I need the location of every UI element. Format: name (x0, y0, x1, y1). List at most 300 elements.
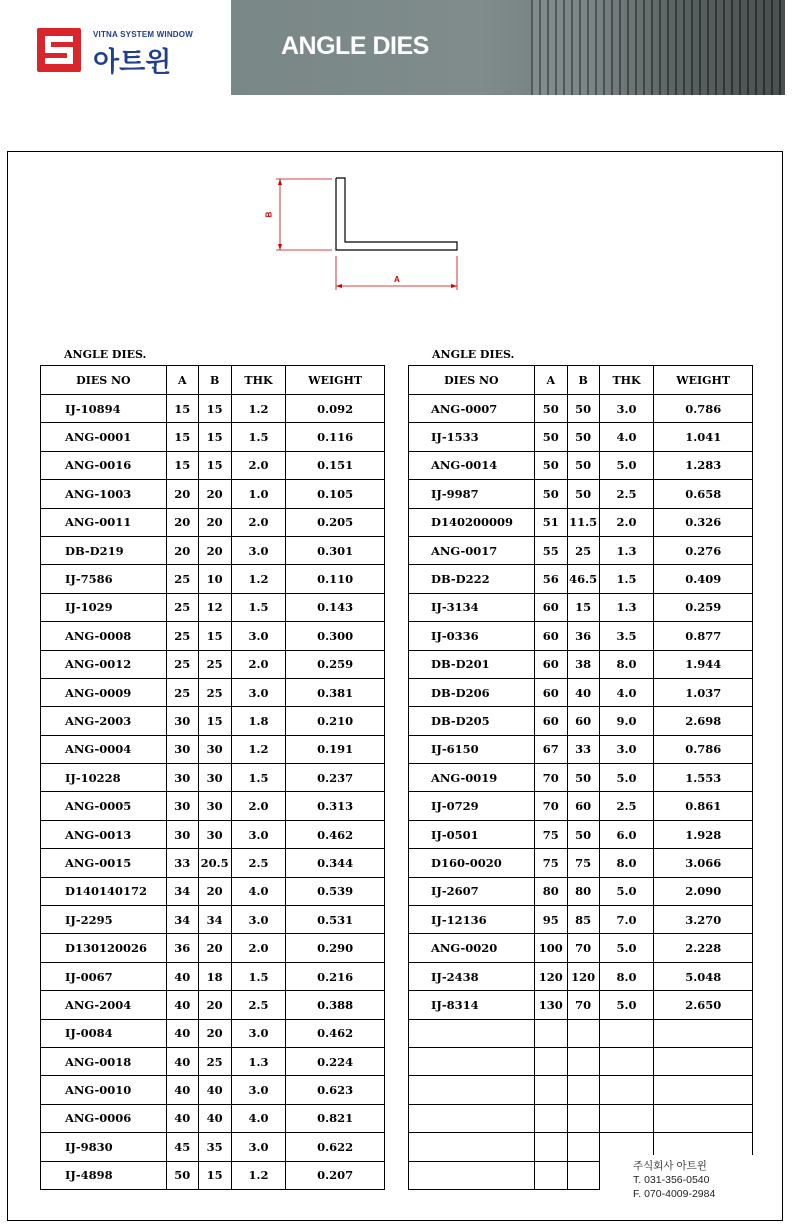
table-row (409, 1019, 753, 1047)
thk-cell: 3.0 (599, 395, 654, 423)
col-header-weight: WEIGHT (654, 366, 753, 395)
thk-cell: 1.5 (231, 962, 286, 990)
company-tel: T. 031-356-0540 (633, 1174, 710, 1186)
col-header-thk: THK (231, 366, 286, 395)
weight-cell: 0.224 (286, 1047, 385, 1075)
weight-cell (654, 1019, 753, 1047)
col-header-thk: THK (599, 366, 654, 395)
b-cell: 36 (567, 622, 599, 650)
b-cell: 15 (198, 1161, 231, 1189)
weight-cell: 0.462 (286, 1019, 385, 1047)
thk-cell: 1.5 (231, 593, 286, 621)
weight-cell: 0.786 (654, 735, 753, 763)
dies-no-cell (409, 1076, 535, 1104)
company-fax: F. 070-4009-2984 (633, 1188, 716, 1200)
b-cell: 50 (567, 423, 599, 451)
brand-name: 아트윈 (93, 47, 172, 77)
b-cell (567, 1019, 599, 1047)
dies-no-cell: IJ-10894 (41, 395, 167, 423)
table-row (409, 764, 753, 792)
table-row (409, 934, 753, 962)
table-row (41, 1076, 385, 1104)
weight-cell: 1.041 (654, 423, 753, 451)
dies-no-cell: ANG-0007 (409, 395, 535, 423)
a-cell: 45 (166, 1133, 198, 1161)
a-cell: 100 (534, 934, 567, 962)
thk-cell (599, 1076, 654, 1104)
table-row (41, 1019, 385, 1047)
b-cell: 20 (198, 1019, 231, 1047)
a-cell: 70 (534, 764, 567, 792)
table-row (409, 820, 753, 848)
weight-cell: 0.388 (286, 991, 385, 1019)
thk-cell: 3.0 (231, 678, 286, 706)
a-cell: 25 (166, 622, 198, 650)
a-cell: 30 (166, 764, 198, 792)
b-cell: 38 (567, 650, 599, 678)
weight-cell: 2.228 (654, 934, 753, 962)
b-cell: 20 (198, 536, 231, 564)
a-cell (534, 1019, 567, 1047)
b-cell: 25 (198, 650, 231, 678)
a-cell: 25 (166, 678, 198, 706)
table-row (41, 707, 385, 735)
dies-no-cell: ANG-1003 (41, 480, 167, 508)
dies-no-cell (409, 1047, 535, 1075)
page-title: ANGLE DIES (281, 32, 429, 60)
b-cell (567, 1104, 599, 1132)
a-cell: 33 (166, 849, 198, 877)
thk-cell: 1.2 (231, 735, 286, 763)
header-banner (7, 0, 785, 95)
a-cell: 40 (166, 1047, 198, 1075)
a-cell: 15 (166, 423, 198, 451)
thk-cell: 7.0 (599, 906, 654, 934)
table-row (41, 451, 385, 479)
a-cell: 30 (166, 820, 198, 848)
a-cell: 34 (166, 906, 198, 934)
table-row (409, 1076, 753, 1104)
dies-no-cell: ANG-0016 (41, 451, 167, 479)
dies-no-cell: IJ-1533 (409, 423, 535, 451)
a-cell: 40 (166, 1076, 198, 1104)
weight-cell: 0.237 (286, 764, 385, 792)
dies-no-cell: ANG-0005 (41, 792, 167, 820)
dies-no-cell: IJ-2438 (409, 962, 535, 990)
weight-cell (654, 1104, 753, 1132)
weight-cell: 0.786 (654, 395, 753, 423)
thk-cell: 5.0 (599, 934, 654, 962)
dies-no-cell: ANG-0011 (41, 508, 167, 536)
b-cell: 20 (198, 991, 231, 1019)
thk-cell: 2.5 (599, 792, 654, 820)
weight-cell: 2.650 (654, 991, 753, 1019)
a-cell (534, 1161, 567, 1189)
col-header-dies-no: DIES NO (409, 366, 535, 395)
thk-cell (599, 1019, 654, 1047)
b-cell: 40 (567, 678, 599, 706)
weight-cell: 0.821 (286, 1104, 385, 1132)
weight-cell: 0.623 (286, 1076, 385, 1104)
table-row (409, 565, 753, 593)
dies-no-cell: IJ-1029 (41, 593, 167, 621)
dies-no-cell: ANG-0015 (41, 849, 167, 877)
a-cell: 50 (534, 451, 567, 479)
dies-no-cell: IJ-8314 (409, 991, 535, 1019)
thk-cell: 3.0 (599, 735, 654, 763)
a-cell: 20 (166, 536, 198, 564)
weight-cell: 0.259 (654, 593, 753, 621)
thk-cell: 1.0 (231, 480, 286, 508)
weight-cell: 0.531 (286, 906, 385, 934)
table-row (41, 565, 385, 593)
b-cell: 25 (198, 678, 231, 706)
weight-cell: 0.861 (654, 792, 753, 820)
b-cell: 12 (198, 593, 231, 621)
a-cell: 25 (166, 593, 198, 621)
weight-cell: 3.270 (654, 906, 753, 934)
thk-cell: 2.0 (231, 650, 286, 678)
thk-cell: 4.0 (231, 877, 286, 905)
table-row (41, 877, 385, 905)
thk-cell: 1.3 (599, 593, 654, 621)
b-cell: 50 (567, 395, 599, 423)
dies-no-cell: ANG-0013 (41, 820, 167, 848)
dies-no-cell: IJ-2607 (409, 877, 535, 905)
dies-no-cell: ANG-0001 (41, 423, 167, 451)
weight-cell: 0.658 (654, 480, 753, 508)
weight-cell: 0.191 (286, 735, 385, 763)
b-cell: 15 (567, 593, 599, 621)
dies-no-cell: IJ-0067 (41, 962, 167, 990)
a-cell: 25 (166, 565, 198, 593)
thk-cell: 2.0 (231, 934, 286, 962)
table-row (409, 1104, 753, 1132)
thk-cell: 5.0 (599, 877, 654, 905)
dies-no-cell: ANG-0010 (41, 1076, 167, 1104)
weight-cell: 0.301 (286, 536, 385, 564)
dies-no-cell: ANG-0020 (409, 934, 535, 962)
a-cell: 50 (166, 1161, 198, 1189)
a-cell: 15 (166, 395, 198, 423)
right-table-title: ANGLE DIES. (432, 348, 515, 361)
a-cell (534, 1133, 567, 1161)
thk-cell: 2.5 (599, 480, 654, 508)
thk-cell: 1.2 (231, 395, 286, 423)
table-row (41, 934, 385, 962)
b-cell: 46.5 (567, 565, 599, 593)
table-row (41, 792, 385, 820)
table-row (41, 764, 385, 792)
dimension-a-label: A (394, 275, 400, 284)
table-row (409, 962, 753, 990)
logo (7, 0, 231, 95)
b-cell: 30 (198, 820, 231, 848)
thk-cell: 2.0 (231, 508, 286, 536)
weight-cell: 0.539 (286, 877, 385, 905)
col-header-b: B (567, 366, 599, 395)
b-cell: 50 (567, 820, 599, 848)
weight-cell: 1.944 (654, 650, 753, 678)
thk-cell: 2.0 (231, 792, 286, 820)
dies-no-cell: ANG-0006 (41, 1104, 167, 1132)
thk-cell: 1.5 (231, 764, 286, 792)
a-cell: 50 (534, 480, 567, 508)
weight-cell: 0.290 (286, 934, 385, 962)
thk-cell: 1.2 (231, 565, 286, 593)
b-cell: 50 (567, 764, 599, 792)
a-cell: 50 (534, 395, 567, 423)
dies-no-cell: D140200009 (409, 508, 535, 536)
table-row (41, 536, 385, 564)
weight-cell: 2.698 (654, 707, 753, 735)
table-row (409, 395, 753, 423)
dies-no-cell: IJ-0729 (409, 792, 535, 820)
a-cell: 80 (534, 877, 567, 905)
weight-cell: 0.207 (286, 1161, 385, 1189)
table-row (41, 991, 385, 1019)
a-cell: 25 (166, 650, 198, 678)
table-row (41, 622, 385, 650)
table-row (409, 792, 753, 820)
dies-no-cell: IJ-6150 (409, 735, 535, 763)
b-cell: 10 (198, 565, 231, 593)
thk-cell: 3.0 (231, 536, 286, 564)
thk-cell: 1.5 (599, 565, 654, 593)
thk-cell: 1.5 (231, 423, 286, 451)
dies-no-cell: D140140172 (41, 877, 167, 905)
dies-no-cell: IJ-0336 (409, 622, 535, 650)
b-cell: 20 (198, 508, 231, 536)
dies-no-cell: ANG-0018 (41, 1047, 167, 1075)
b-cell: 18 (198, 962, 231, 990)
dies-no-cell: ANG-0004 (41, 735, 167, 763)
table-row (41, 820, 385, 848)
b-cell: 35 (198, 1133, 231, 1161)
a-cell: 75 (534, 849, 567, 877)
a-cell: 30 (166, 707, 198, 735)
thk-cell: 8.0 (599, 849, 654, 877)
a-cell: 40 (166, 1104, 198, 1132)
table-row (41, 508, 385, 536)
table-row (409, 622, 753, 650)
weight-cell: 0.143 (286, 593, 385, 621)
thk-cell: 8.0 (599, 650, 654, 678)
b-cell: 80 (567, 877, 599, 905)
logo-mark-icon (37, 28, 81, 72)
b-cell: 15 (198, 707, 231, 735)
table-row (41, 962, 385, 990)
b-cell: 30 (198, 792, 231, 820)
weight-cell: 0.622 (286, 1133, 385, 1161)
b-cell: 20.5 (198, 849, 231, 877)
weight-cell: 0.409 (654, 565, 753, 593)
a-cell: 95 (534, 906, 567, 934)
weight-cell: 0.300 (286, 622, 385, 650)
a-cell (534, 1047, 567, 1075)
table-row (409, 508, 753, 536)
col-header-b: B (198, 366, 231, 395)
left-dies-table (40, 365, 385, 1190)
thk-cell: 3.0 (231, 1133, 286, 1161)
weight-cell: 0.151 (286, 451, 385, 479)
a-cell: 60 (534, 650, 567, 678)
a-cell: 40 (166, 991, 198, 1019)
thk-cell: 1.3 (599, 536, 654, 564)
a-cell (534, 1104, 567, 1132)
dies-no-cell (409, 1133, 535, 1161)
weight-cell: 0.210 (286, 707, 385, 735)
dies-no-cell: IJ-3134 (409, 593, 535, 621)
dies-no-cell: ANG-0019 (409, 764, 535, 792)
angle-profile-diagram (260, 170, 480, 300)
thk-cell: 3.0 (231, 906, 286, 934)
company-info (600, 1155, 760, 1201)
a-cell: 120 (534, 962, 567, 990)
dies-no-cell: DB-D201 (409, 650, 535, 678)
weight-cell: 0.276 (654, 536, 753, 564)
table-row (409, 536, 753, 564)
a-cell: 30 (166, 792, 198, 820)
thk-cell: 2.0 (599, 508, 654, 536)
dies-no-cell (409, 1104, 535, 1132)
a-cell: 36 (166, 934, 198, 962)
brand-tagline: VITNA SYSTEM WINDOW (93, 30, 193, 39)
a-cell: 67 (534, 735, 567, 763)
table-row (41, 735, 385, 763)
weight-cell: 0.216 (286, 962, 385, 990)
thk-cell: 3.5 (599, 622, 654, 650)
table-row (41, 1133, 385, 1161)
b-cell: 30 (198, 735, 231, 763)
weight-cell: 0.105 (286, 480, 385, 508)
a-cell: 50 (534, 423, 567, 451)
thk-cell: 5.0 (599, 451, 654, 479)
b-cell: 85 (567, 906, 599, 934)
b-cell: 15 (198, 622, 231, 650)
col-header-weight: WEIGHT (286, 366, 385, 395)
table-row (409, 480, 753, 508)
dies-no-cell: IJ-9830 (41, 1133, 167, 1161)
weight-cell: 0.381 (286, 678, 385, 706)
weight-cell: 0.877 (654, 622, 753, 650)
b-cell: 25 (198, 1047, 231, 1075)
thk-cell: 1.3 (231, 1047, 286, 1075)
table-row (409, 593, 753, 621)
weight-cell: 1.037 (654, 678, 753, 706)
table-row (409, 707, 753, 735)
thk-cell: 5.0 (599, 991, 654, 1019)
b-cell: 70 (567, 991, 599, 1019)
thk-cell: 8.0 (599, 962, 654, 990)
thk-cell (599, 1047, 654, 1075)
thk-cell: 4.0 (231, 1104, 286, 1132)
col-header-a: A (534, 366, 567, 395)
table-row (41, 650, 385, 678)
dies-no-cell: ANG-0017 (409, 536, 535, 564)
a-cell: 60 (534, 622, 567, 650)
b-cell: 15 (198, 395, 231, 423)
dies-no-cell: IJ-12136 (409, 906, 535, 934)
a-cell: 60 (534, 678, 567, 706)
weight-cell: 0.110 (286, 565, 385, 593)
a-cell: 34 (166, 877, 198, 905)
table-row (409, 877, 753, 905)
table-row (41, 849, 385, 877)
weight-cell: 0.116 (286, 423, 385, 451)
dies-no-cell: IJ-9987 (409, 480, 535, 508)
table-row (41, 395, 385, 423)
b-cell: 70 (567, 934, 599, 962)
thk-cell (599, 1104, 654, 1132)
col-header-dies-no: DIES NO (41, 366, 167, 395)
dies-no-cell (409, 1161, 535, 1189)
table-row (41, 423, 385, 451)
a-cell (534, 1076, 567, 1104)
b-cell: 120 (567, 962, 599, 990)
table-row (409, 451, 753, 479)
a-cell: 15 (166, 451, 198, 479)
b-cell: 15 (198, 451, 231, 479)
dies-no-cell: IJ-4898 (41, 1161, 167, 1189)
weight-cell: 0.326 (654, 508, 753, 536)
b-cell: 75 (567, 849, 599, 877)
b-cell: 50 (567, 451, 599, 479)
weight-cell: 0.259 (286, 650, 385, 678)
table-row (409, 423, 753, 451)
dies-no-cell: ANG-0014 (409, 451, 535, 479)
thk-cell: 1.8 (231, 707, 286, 735)
b-cell: 40 (198, 1104, 231, 1132)
weight-cell (654, 1047, 753, 1075)
dies-no-cell: IJ-2295 (41, 906, 167, 934)
thk-cell: 4.0 (599, 423, 654, 451)
a-cell: 56 (534, 565, 567, 593)
dies-no-cell: ANG-0012 (41, 650, 167, 678)
a-cell: 20 (166, 508, 198, 536)
col-header-a: A (166, 366, 198, 395)
weight-cell: 0.092 (286, 395, 385, 423)
thk-cell: 2.5 (231, 849, 286, 877)
dies-no-cell: IJ-10228 (41, 764, 167, 792)
dies-no-cell: IJ-7586 (41, 565, 167, 593)
thk-cell: 3.0 (231, 820, 286, 848)
weight-cell: 0.344 (286, 849, 385, 877)
table-row (409, 849, 753, 877)
b-cell: 20 (198, 877, 231, 905)
company-name: 주식회사 아트윈 (633, 1160, 707, 1172)
table-row (409, 678, 753, 706)
table-row (41, 1161, 385, 1189)
b-cell: 20 (198, 934, 231, 962)
thk-cell: 3.0 (231, 622, 286, 650)
table-row (41, 1047, 385, 1075)
dies-no-cell: DB-D219 (41, 536, 167, 564)
dies-no-cell: ANG-0008 (41, 622, 167, 650)
table-row (409, 906, 753, 934)
b-cell (567, 1133, 599, 1161)
dies-no-cell: D130120026 (41, 934, 167, 962)
weight-cell: 1.928 (654, 820, 753, 848)
a-cell: 55 (534, 536, 567, 564)
weight-cell: 5.048 (654, 962, 753, 990)
b-cell: 40 (198, 1076, 231, 1104)
b-cell: 25 (567, 536, 599, 564)
table-row (41, 906, 385, 934)
a-cell: 75 (534, 820, 567, 848)
thk-cell: 9.0 (599, 707, 654, 735)
table-row (41, 1104, 385, 1132)
